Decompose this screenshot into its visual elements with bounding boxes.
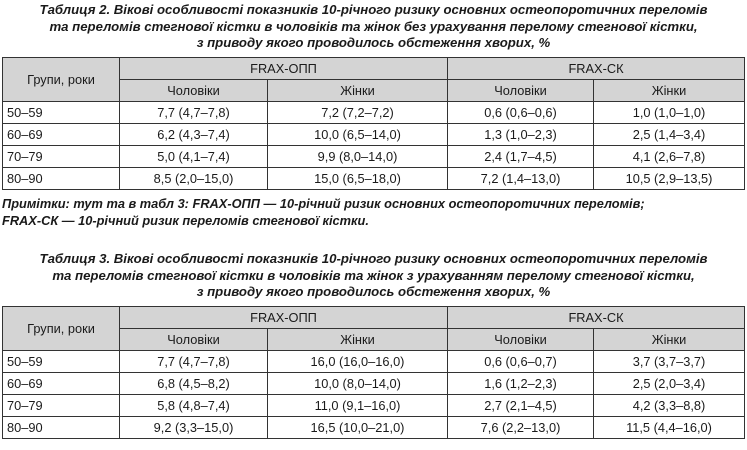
table2-sub-header-women: Жінки xyxy=(268,80,448,102)
table-cell: 1,0 (1,0–1,0) xyxy=(594,102,745,124)
table-row xyxy=(3,146,745,168)
table-cell: 7,7 (4,7–7,8) xyxy=(120,351,268,373)
table-cell: 7,7 (4,7–7,8) xyxy=(120,102,268,124)
table2 xyxy=(2,57,745,190)
table2-caption-line: з приводу якого проводилось обстеження хворих, % xyxy=(196,35,551,50)
table-row xyxy=(3,373,745,395)
table3-row-header: Групи, роки xyxy=(3,307,120,351)
table-cell: 7,6 (2,2–13,0) xyxy=(448,417,594,439)
table-cell: 6,2 (4,3–7,4) xyxy=(120,124,268,146)
table2-caption-line: та переломів стегнової кістки в чоловіків та жінок без урахування перелому стегнової кістки, xyxy=(49,18,698,34)
table3-group-header-frax-sk: FRAX-СК xyxy=(448,307,745,329)
note-line: FRAX-СК — 10-річний ризик переломів стегнової кістки. xyxy=(2,212,369,228)
table3-sub-header-women: Жінки xyxy=(594,329,745,351)
table-cell: 7,2 (7,2–7,2) xyxy=(268,102,448,124)
table3-group-header-frax-opp: FRAX-ОПП xyxy=(120,307,448,329)
table-cell: 8,5 (2,0–15,0) xyxy=(120,168,268,190)
table-cell: 16,5 (10,0–21,0) xyxy=(268,417,448,439)
table-row xyxy=(3,351,745,373)
table3-row-label: 50–59 xyxy=(3,351,120,373)
table3-caption-line: з приводу якого проводилось обстеження хворих, % xyxy=(196,284,551,299)
table3-caption-line: та переломів стегнової кістки в чоловіків та жінок з урахуванням перелому стегнової кістки, xyxy=(52,267,695,283)
table-cell: 15,0 (6,5–18,0) xyxy=(268,168,448,190)
table-row xyxy=(3,395,745,417)
table-cell: 2,4 (1,7–4,5) xyxy=(448,146,594,168)
table-cell: 5,8 (4,8–7,4) xyxy=(120,395,268,417)
table-cell: 2,5 (2,0–3,4) xyxy=(594,373,745,395)
table-cell: 2,5 (1,4–3,4) xyxy=(594,124,745,146)
table-cell: 4,2 (3,3–8,8) xyxy=(594,395,745,417)
table-cell: 10,5 (2,9–13,5) xyxy=(594,168,745,190)
table-note xyxy=(2,196,747,229)
table2-sub-header-men: Чоловіки xyxy=(120,80,268,102)
table-row xyxy=(3,168,745,190)
table-cell: 16,0 (16,0–16,0) xyxy=(268,351,448,373)
table2-sub-header-women: Жінки xyxy=(594,80,745,102)
table3 xyxy=(2,306,745,439)
table3-caption-line: Таблиця 3. Вікові особливості показників 10-річного ризику основних остеопоротичних переломів xyxy=(39,251,708,266)
table2-group-header-frax-sk: FRAX-СК xyxy=(448,58,745,80)
table3-row-label: 80–90 xyxy=(3,417,120,439)
note-line: Примітки: тут та в табл 3: FRAX-ОПП — 10-річний ризик основних остеопоротичних переломів; xyxy=(2,196,645,211)
table-row xyxy=(3,102,745,124)
table3-sub-header-women: Жінки xyxy=(268,329,448,351)
table-row xyxy=(3,124,745,146)
table-cell: 2,7 (2,1–4,5) xyxy=(448,395,594,417)
table2-caption xyxy=(0,2,747,52)
table2-group-header-row xyxy=(3,58,745,80)
table-cell: 7,2 (1,4–13,0) xyxy=(448,168,594,190)
table-row xyxy=(3,417,745,439)
table-cell: 10,0 (8,0–14,0) xyxy=(268,373,448,395)
table3-sub-header-men: Чоловіки xyxy=(448,329,594,351)
table2-row-label: 50–59 xyxy=(3,102,120,124)
table-cell: 1,6 (1,2–2,3) xyxy=(448,373,594,395)
table3-row-label: 60–69 xyxy=(3,373,120,395)
table-cell: 9,2 (3,3–15,0) xyxy=(120,417,268,439)
table2-row-label: 60–69 xyxy=(3,124,120,146)
table2-row-label: 80–90 xyxy=(3,168,120,190)
table3-group-header-row xyxy=(3,307,745,329)
table-cell: 1,3 (1,0–2,3) xyxy=(448,124,594,146)
table2-group-header-frax-opp: FRAX-ОПП xyxy=(120,58,448,80)
table-cell: 10,0 (6,5–14,0) xyxy=(268,124,448,146)
table-cell: 11,0 (9,1–16,0) xyxy=(268,395,448,417)
table3-caption xyxy=(0,251,747,301)
table3-row-label: 70–79 xyxy=(3,395,120,417)
table-cell: 9,9 (8,0–14,0) xyxy=(268,146,448,168)
table2-caption-line: Таблиця 2. Вікові особливості показників 10-річного ризику основних остеопоротичних переломів xyxy=(39,2,708,17)
table-cell: 6,8 (4,5–8,2) xyxy=(120,373,268,395)
table-cell: 0,6 (0,6–0,6) xyxy=(448,102,594,124)
table-cell: 0,6 (0,6–0,7) xyxy=(448,351,594,373)
table-cell: 4,1 (2,6–7,8) xyxy=(594,146,745,168)
table-cell: 3,7 (3,7–3,7) xyxy=(594,351,745,373)
table2-sub-header-men: Чоловіки xyxy=(448,80,594,102)
table2-row-label: 70–79 xyxy=(3,146,120,168)
table-cell: 5,0 (4,1–7,4) xyxy=(120,146,268,168)
table-cell: 11,5 (4,4–16,0) xyxy=(594,417,745,439)
table3-sub-header-men: Чоловіки xyxy=(120,329,268,351)
table2-row-header: Групи, роки xyxy=(3,58,120,102)
